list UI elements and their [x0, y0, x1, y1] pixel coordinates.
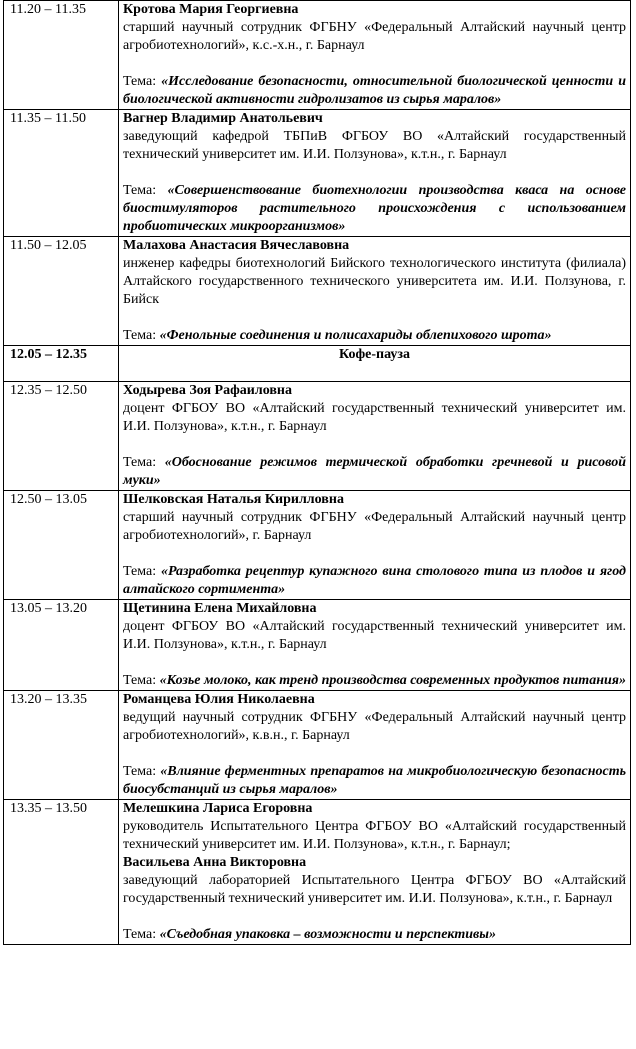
speaker-name: Шелковская Наталья Кирилловна: [123, 492, 344, 507]
speaker-affiliation: старший научный сотрудник ФГБНУ «Федеральный Алтайский научный центр агробиотехнологий», г. Барнаул: [123, 510, 626, 543]
session-cell: [119, 491, 631, 600]
table-row: [4, 1, 631, 110]
speaker-name-second: Васильева Анна Викторовна: [123, 855, 307, 870]
topic-prefix: Тема:: [123, 764, 161, 779]
topic-title: «Обоснование режимов термической обработки гречневой и рисовой муки»: [123, 455, 626, 488]
topic-title: «Разработка рецептур купажного вина столового типа из плодов и ягод алтайского сортимента»: [123, 564, 626, 597]
speaker-affiliation: ведущий научный сотрудник ФГБНУ «Федеральный Алтайский научный центр агробиотехнологий», к.в.н., г. Барнаул: [123, 710, 626, 743]
topic-title: «Фенольные соединения и полисахариды облепихового шрота»: [159, 328, 552, 343]
topic-prefix: Тема:: [123, 328, 160, 343]
talk-topic: [123, 73, 626, 109]
topic-prefix: Тема:: [123, 74, 162, 89]
talk-topic: [123, 763, 626, 799]
break-row: [4, 346, 631, 382]
speaker-name: Ходырева Зоя Рафаиловна: [123, 383, 292, 398]
time-slot: 11.50 – 12.05: [4, 237, 119, 346]
table-row: [4, 691, 631, 800]
speaker-affiliation-second: заведующий лабораторией Испытательного Центра ФГБОУ ВО «Алтайский государственный технический университет им. И.И. Ползунова», к.т.н., г. Барнаул: [123, 873, 626, 906]
time-slot: 11.20 – 11.35: [4, 1, 119, 110]
speaker-name: Мелешкина Лариса Егоровна: [123, 801, 313, 816]
schedule-table: [3, 0, 631, 945]
topic-prefix: Тема:: [123, 564, 161, 579]
time-slot: 13.35 – 13.50: [4, 800, 119, 945]
table-row: [4, 800, 631, 945]
topic-title: «Съедобная упаковка – возможности и перспективы»: [159, 927, 496, 942]
session-cell: [119, 110, 631, 237]
break-label: Кофе-пауза: [119, 346, 631, 382]
time-slot: 13.20 – 13.35: [4, 691, 119, 800]
topic-prefix: Тема:: [123, 927, 160, 942]
talk-topic: [123, 672, 626, 690]
time-slot: 13.05 – 13.20: [4, 600, 119, 691]
speaker-affiliation: заведующий кафедрой ТБПиВ ФГБОУ ВО «Алтайский государственный технический университет им. И.И. Ползунова», к.т.н., г. Барнаул: [123, 129, 626, 162]
speaker-affiliation: доцент ФГБОУ ВО «Алтайский государственный технический университет им. И.И. Ползунова», к.т.н., г. Барнаул: [123, 619, 626, 652]
speaker-affiliation: старший научный сотрудник ФГБНУ «Федеральный Алтайский научный центр агробиотехнологий», к.с.-х.н., г. Барнаул: [123, 20, 626, 53]
speaker-name: Вагнер Владимир Анатольевич: [123, 111, 323, 126]
session-cell: [119, 691, 631, 800]
speaker-affiliation: инженер кафедры биотехнологий Бийского технологического института (филиала) Алтайского государственного технического университета им. И.И. Ползунова, г. Бийск: [123, 256, 626, 307]
talk-topic: [123, 563, 626, 599]
topic-prefix: Тема:: [123, 183, 168, 198]
break-time: 12.05 – 12.35: [4, 346, 119, 382]
speaker-name: Щетинина Елена Михайловна: [123, 601, 317, 616]
session-cell: [119, 1, 631, 110]
speaker-affiliation: руководитель Испытательного Центра ФГБОУ ВО «Алтайский государственный технический университет им. И.И. Ползунова», к.т.н., г. Барнаул;: [123, 819, 626, 852]
topic-title: «Исследование безопасности, относительной биологической ценности и биологической активности гидролизатов из сырья маралов»: [123, 74, 626, 107]
table-row: [4, 491, 631, 600]
table-row: [4, 110, 631, 237]
session-cell: [119, 237, 631, 346]
session-cell: [119, 382, 631, 491]
talk-topic: [123, 182, 626, 236]
session-cell: [119, 600, 631, 691]
speaker-affiliation: доцент ФГБОУ ВО «Алтайский государственный технический университет им. И.И. Ползунова», к.т.н., г. Барнаул: [123, 401, 626, 434]
topic-title: «Совершенствование биотехнологии производства кваса на основе биостимуляторов растительного происхождения с использованием пробиотических микроорганизмов»: [123, 183, 626, 234]
topic-prefix: Тема:: [123, 673, 160, 688]
topic-title: «Козье молоко, как тренд производства современных продуктов питания»: [159, 673, 626, 688]
topic-title: «Влияние ферментных препаратов на микробиологическую безопасность биосубстанций из сырья маралов»: [123, 764, 626, 797]
table-row: [4, 382, 631, 491]
session-cell: [119, 800, 631, 945]
speaker-name: Малахова Анастасия Вячеславовна: [123, 238, 350, 253]
topic-prefix: Тема:: [123, 455, 165, 470]
talk-topic: [123, 926, 626, 944]
speaker-name: Кротова Мария Георгиевна: [123, 2, 299, 17]
time-slot: 12.35 – 12.50: [4, 382, 119, 491]
talk-topic: [123, 327, 626, 345]
talk-topic: [123, 454, 626, 490]
time-slot: 11.35 – 11.50: [4, 110, 119, 237]
table-row: [4, 600, 631, 691]
speaker-name: Романцева Юлия Николаевна: [123, 692, 315, 707]
table-row: [4, 237, 631, 346]
time-slot: 12.50 – 13.05: [4, 491, 119, 600]
